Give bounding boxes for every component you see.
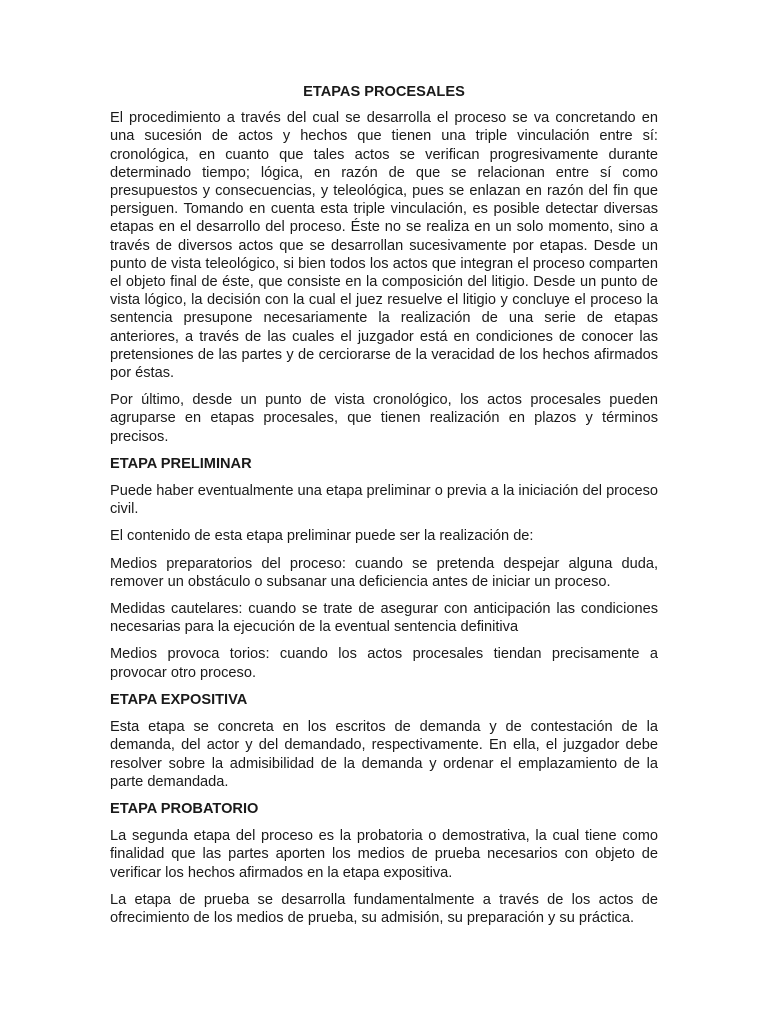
preliminar-paragraph-4: Medidas cautelares: cuando se trate de asegurar con anticipación las condiciones necesarias para la ejecución de la eventual sentencia definitiva [110, 601, 658, 636]
probatorio-paragraph-1: La segunda etapa del proceso es la probatoria o demostrativa, la cual tiene como finalidad que las partes aporten los medios de prueba necesarios con objeto de verificar los hechos afirmados en la etapa expositiva. [110, 828, 658, 881]
probatorio-paragraph-2: La etapa de prueba se desarrolla fundamentalmente a través de los actos de ofrecimiento de los medios de prueba, su admisión, su preparación y su práctica. [110, 891, 658, 926]
intro-paragraph-1: El procedimiento a través del cual se desarrolla el proceso se va concretando en una sucesión de actos y hechos que tienen una triple vinculación entre sí: cronológica, en cuanto que tales actos se verifican progresivamente durante determinado tiempo; lógica, en razón de que se relacionan entre sí como presupuestos y consecuencias, y teleológica, pues se enlazan en razón del fin que persiguen. Tomando en cuenta esta triple vinculación, es posible detectar diversas etapas en el desarrollo del proceso. Éste no se realiza en un solo momento, sino a través de diversos actos que se desarrollan sucesivamente por etapas. Desde un punto de vista teleológico, si bien todos los actos que integran el proceso comparten el objeto final de éste, que consiste en la composición del litigio. Desde un punto de vista lógico, la decisión con la cual el juez resuelve el litigio y concluye el proceso la sentencia presupone necesariamente la realización de una serie de etapas anteriores, a través de las cuales el juzgador está en condiciones de conocer las pretensiones de las partes y de cerciorarse de la veracidad de los hechos afirmados por éstas. [110, 110, 658, 382]
section-heading-expositiva: ETAPA EXPOSITIVA [110, 691, 248, 708]
expositiva-paragraph-1: Esta etapa se concreta en los escritos de demanda y de contestación de la demanda, del actor y del demandado, respectivamente. En ella, el juzgador debe resolver sobre la admisibilidad de la demanda y ordenar el emplazamiento de la parte demandada. [110, 719, 658, 790]
preliminar-paragraph-3: Medios preparatorios del proceso: cuando se pretenda despejar alguna duda, remover un obstáculo o subsanar una deficiencia antes de iniciar un proceso. [110, 555, 658, 590]
preliminar-paragraph-5: Medios provoca torios: cuando los actos procesales tiendan precisamente a provocar otro proceso. [110, 646, 658, 681]
document-page [110, 83, 658, 936]
document-title: ETAPAS PROCESALES [303, 84, 465, 100]
section-heading-preliminar: ETAPA PRELIMINAR [110, 455, 252, 472]
preliminar-paragraph-1: Puede haber eventualmente una etapa preliminar o previa a la iniciación del proceso civil. [110, 483, 658, 518]
section-heading-probatorio: ETAPA PROBATORIO [110, 800, 259, 817]
intro-paragraph-2: Por último, desde un punto de vista cronológico, los actos procesales pueden agruparse en etapas procesales, que tienen realización en plazos y términos precisos. [110, 392, 658, 445]
preliminar-paragraph-2: El contenido de esta etapa preliminar puede ser la realización de: [110, 528, 534, 545]
